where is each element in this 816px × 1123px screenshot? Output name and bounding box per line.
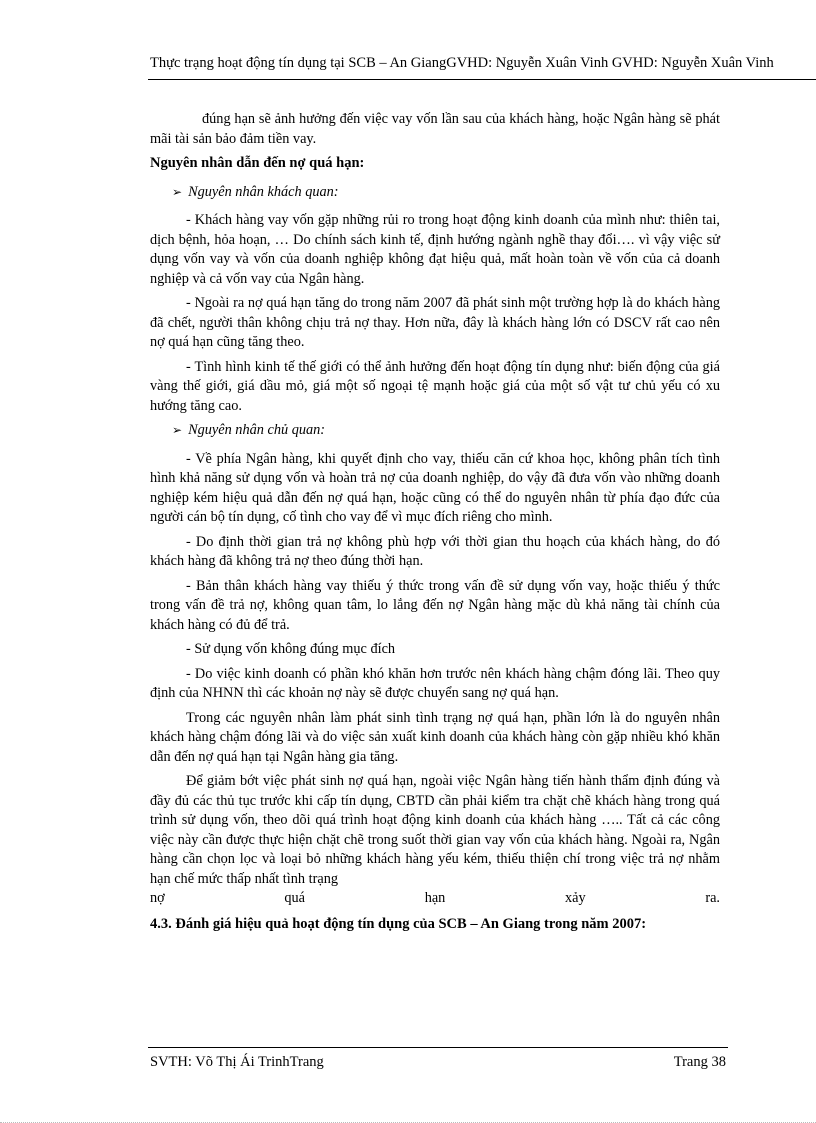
page-number: Trang 38 <box>673 1054 726 1070</box>
subjective-item: - Do định thời gian trả nợ không phù hợp với thời gian thu hoạch của khách hàng, do đó khách hàng đã không trả nợ theo đúng thời hạn. <box>150 533 720 569</box>
page-footer <box>150 1054 726 1071</box>
subjective-label: Nguyên nhân chủ quan <box>188 422 321 438</box>
summary-paragraph: Trong các nguyên nhân làm phát sinh tình trạng nợ quá hạn, phần lớn là do nguyên nhân khách hàng chậm đóng lãi và do việc sản xuất kinh doanh của khách hàng còn gặp nhiều khó khăn dẫn đến nợ quá hạn tại Ngân hàng gia tăng. <box>150 709 720 765</box>
justified-word: nợ <box>150 890 165 906</box>
objective-causes-bullet: ➢ Nguyên nhân khách quan: <box>172 183 339 200</box>
footer-rule <box>148 1047 728 1048</box>
intro-paragraph: đúng hạn sẽ ảnh hưởng đến việc vay vốn lần sau của khách hàng, hoặc Ngân hàng sẽ phát mãi tài sản bảo đảm tiền vay. <box>150 111 720 147</box>
section-title: 4.3. Đánh giá hiệu quả hoạt động tín dụng của SCB – An Giang trong năm 2007: <box>150 915 647 932</box>
header-rule <box>148 79 816 80</box>
measures-paragraph: Để giảm bớt việc phát sinh nợ quá hạn, ngoài việc Ngân hàng tiến hành thẩm định đúng và đầy đủ các thủ tục trước khi cấp tín dụng, CBTD cần phải kiểm tra chặt chẽ khách hàng trong quá trình sử dụng vốn, theo dõi quá trình hoạt động kinh doanh của khách hàng ….. Tất cả các công việc này cần được thực hiện chặt chẽ trong suốt thời gian vay vốn của khách hàng. Ngoài ra, Ngân hàng cần chọn lọc và loại bỏ những khách hàng yếu kém, thiếu thiện chí trong việc trả nợ nhằm hạn chế mức thấp nhất tình trạng <box>150 773 720 887</box>
page-header: Thực trạng hoạt động tín dụng tại SCB – An GiangGVHD: Nguyễn Xuân Vinh GVHD: Nguyễn Xuân Vinh <box>150 55 774 71</box>
causes-heading: Nguyên nhân dẫn đến nợ quá hạn: <box>150 155 365 171</box>
justified-word: ra. <box>705 890 720 906</box>
footer-author: SVTH: Võ Thị Ái TrinhTrang <box>150 1054 324 1070</box>
objective-label: Nguyên nhân khách quan <box>188 183 334 200</box>
arrow-bullet-icon: ➢ <box>172 184 183 199</box>
objective-item: - Ngoài ra nợ quá hạn tăng do trong năm 2007 đã phát sinh một trường hợp là do khách hàng đã chết, người thân không chịu trả nợ thay. Hơn nữa, đây là khách hàng lớn có DSCV rất cao nên nợ quá hạn cũng tăng theo. <box>150 295 720 350</box>
subjective-causes-bullet: ➢ Nguyên nhân chủ quan: <box>172 422 326 438</box>
arrow-bullet-icon: ➢ <box>172 423 183 437</box>
subjective-item: - Bản thân khách hàng vay thiếu ý thức trong vấn đề sử dụng vốn vay, hoặc thiếu ý thức trong vấn đề trả nợ, không quan tâm, lo lắng đến nợ Ngân hàng mặc dù khả năng tài chính của khách hàng có đủ để trả. <box>150 577 720 633</box>
subjective-item: - Về phía Ngân hàng, khi quyết định cho vay, thiếu căn cứ khoa học, không phân tích tình hình khả năng sử dụng vốn và hoàn trả nợ của doanh nghiệp, do vậy đã đưa vốn vào những doanh nghiệp kém hiệu quả dẫn đến nợ quá hạn, hoặc cũng có thể do nguyên nhân từ phía đạo đức của người cán bộ tín dụng, cố tình cho vay để vì mục đích riêng cho mình. <box>150 450 720 525</box>
justified-word: hạn <box>424 890 446 906</box>
subjective-item: - Sử dụng vốn không đúng mục đích <box>186 641 396 657</box>
objective-item: - Khách hàng vay vốn gặp những rủi ro trong hoạt động kinh doanh của mình như: thiên tai, dịch bệnh, hỏa hoạn, … Do chính sách kinh tế, định hướng ngành nghề thay đổi…. vì vậy việc sử dụng vốn vay và vốn của doanh nghiệp không đạt hiệu quả, mất hoàn toàn về vốn của cả doanh nghiệp và cả vốn vay của Ngân hàng. <box>150 212 720 287</box>
objective-item: - Tình hình kinh tế thế giới có thể ảnh hưởng đến hoạt động tín dụng như: biến động của giá vàng thế giới, giá dầu mỏ, giá một số ngoại tệ mạnh hoặc giá của một số vật tư chủ yếu có xu hướng tăng cao. <box>150 358 720 414</box>
justified-word: quá <box>284 890 306 906</box>
measures-last-line <box>150 889 720 909</box>
document-body <box>150 110 720 934</box>
subjective-item: - Do việc kinh doanh có phần khó khăn hơn trước nên khách hàng chậm đóng lãi. Theo quy định của NHNN thì các khoản nợ này sẽ được chuyển sang nợ quá hạn. <box>150 665 720 701</box>
justified-word: xảy <box>565 890 586 906</box>
